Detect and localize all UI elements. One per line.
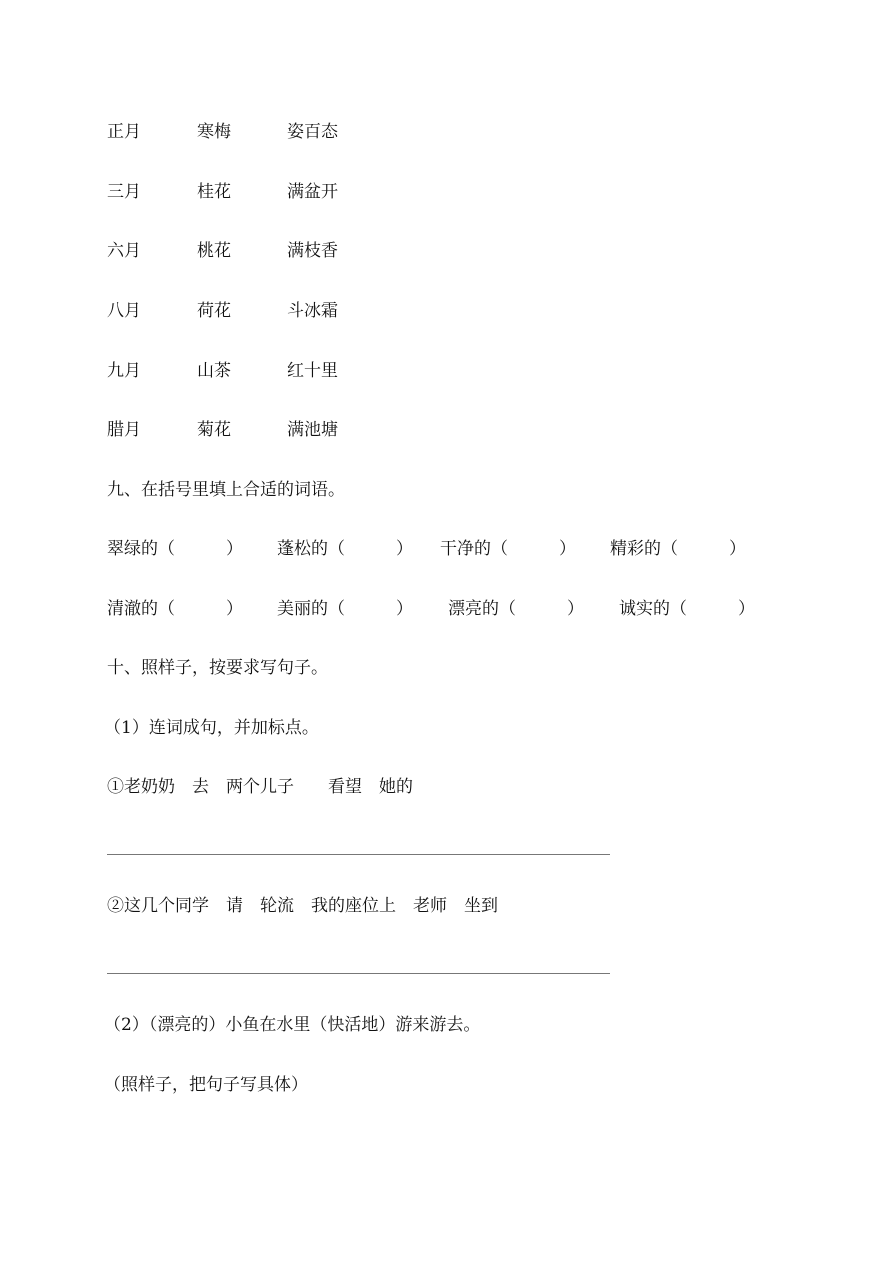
- fill-blank-item: 精彩的（ ）: [610, 539, 746, 559]
- part2-sentence: （2）（漂亮的）小鱼在水里（快活地）游来游去。: [104, 1015, 481, 1035]
- month-cell: 正月: [107, 122, 141, 142]
- fill-blank-item: 蓬松的（ ）: [277, 539, 413, 559]
- section10-heading: 十、照样子，按要求写句子。: [107, 658, 328, 678]
- month-cell: 三月: [107, 182, 141, 202]
- answer-line-1[interactable]: [107, 854, 610, 855]
- month-cell: 九月: [107, 361, 141, 381]
- month-cell: 六月: [107, 241, 141, 261]
- part2-instruction: （照样子，把句子写具体）: [104, 1075, 308, 1095]
- description-cell: 斗冰霜: [287, 301, 338, 321]
- fill-blank-item: 美丽的（ ）: [277, 599, 413, 619]
- question-2: ②这几个同学 请 轮流 我的座位上 老师 坐到: [107, 896, 498, 916]
- question-1: ①老奶奶 去 两个儿子 看望 她的: [107, 777, 413, 797]
- fill-blank-item: 诚实的（ ）: [619, 599, 755, 619]
- description-cell: 姿百态: [287, 122, 338, 142]
- fill-blank-item: 清澈的（ ）: [107, 599, 243, 619]
- description-cell: 满池塘: [287, 420, 338, 440]
- fill-blank-item: 漂亮的（ ）: [448, 599, 584, 619]
- part1-title: （1）连词成句，并加标点。: [104, 718, 319, 738]
- flower-cell: 菊花: [197, 420, 231, 440]
- description-cell: 满盆开: [287, 182, 338, 202]
- description-cell: 满枝香: [287, 241, 338, 261]
- month-cell: 八月: [107, 301, 141, 321]
- flower-cell: 桃花: [197, 241, 231, 261]
- flower-cell: 寒梅: [197, 122, 231, 142]
- month-cell: 腊月: [107, 420, 141, 440]
- section9-heading: 九、在括号里填上合适的词语。: [107, 480, 345, 500]
- flower-cell: 荷花: [197, 301, 231, 321]
- fill-blank-item: 干净的（ ）: [440, 539, 576, 559]
- flower-cell: 桂花: [197, 182, 231, 202]
- answer-line-2[interactable]: [107, 973, 610, 974]
- description-cell: 红十里: [287, 361, 338, 381]
- flower-cell: 山茶: [197, 361, 231, 381]
- fill-blank-item: 翠绿的（ ）: [107, 539, 243, 559]
